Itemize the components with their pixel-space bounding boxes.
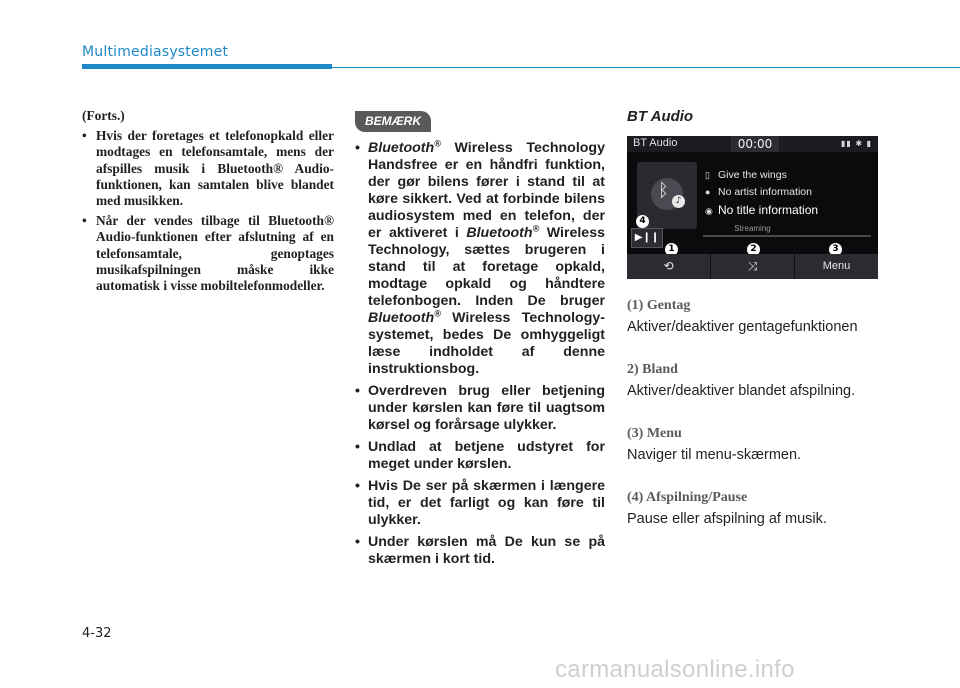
progress-bar (703, 235, 871, 237)
header-accent-bar (82, 64, 332, 69)
bt-audio-column (627, 108, 887, 527)
bt-audio-heading: BT Audio (627, 108, 694, 125)
list-item: • Bluetooth® Wireless Technology Handsfree er en håndfri funktion, der gør bilens fører i stand til at køre sikkert. Ved at forbinde bilens audiosystem med en telefon, der er aktiveret i Bluetooth® Wireless Technology, sættes brugeren i stand til at foretage opkald, modtage opkald og håndtere telefonbogen. Inden De bruger Bluetooth® Wireless Technology-systemet, bedes De omhyggeligt læse indholdet af denne instruktionsbog. (355, 138, 605, 377)
bluetooth-glyph: ᛒ (658, 180, 669, 201)
continued-label: (Forts.) (82, 108, 125, 123)
callout-1: 1 (665, 243, 678, 256)
section-title: Multimediasystemet (82, 44, 229, 60)
header-rule (332, 67, 960, 68)
repeat-icon: ⟲ (663, 259, 674, 273)
screen-status-bar (627, 136, 878, 152)
shuffle-button[interactable] (711, 254, 795, 279)
callout-4: 4 (636, 215, 649, 228)
list-item: • Overdreven brug eller betjening under kørslen kan føre til uagtsom kørsel og forårsage ulykker. (355, 383, 605, 433)
person-icon: ● (705, 187, 711, 197)
title-row: ◉ No title information (705, 203, 819, 217)
callout-2: 2 (747, 243, 760, 256)
list-item: • Under kørslen må De kun se på skærmen i kort tid. (355, 534, 605, 567)
list-item: • Hvis der foretages et telefonopkald eller modtages en telefonsamtale, mens der afspilles musik i Bluetooth® Audio-funktionen, kan samtalen blive blandet med musikken. (82, 128, 334, 209)
status-icons: ▮▮ ✱ ▮ (841, 139, 872, 148)
list-item: • Undlad at betjene udstyret for meget under kørslen. (355, 439, 605, 472)
phone-icon: ▯ (705, 170, 710, 180)
artist-row: ● No artist information (705, 186, 812, 198)
note-column (355, 140, 605, 573)
feature-play-pause: (4) Afspilning/Pause Pause eller afspilning af musik. (627, 490, 827, 527)
play-pause-button[interactable] (631, 228, 663, 248)
streaming-label: Streaming (734, 224, 771, 233)
shuffle-icon: ⤨ (747, 259, 758, 273)
menu-button[interactable]: Menu (822, 260, 851, 272)
feature-repeat: (1) Gentag Aktiver/deaktiver gentagefunktionen (627, 298, 858, 335)
music-note-icon: ♪ (672, 195, 685, 208)
watermark: carmanualsonline.info (555, 656, 795, 683)
screen-button-bar (627, 254, 878, 279)
callout-3: 3 (829, 243, 842, 256)
feature-menu: (3) Menu Naviger til menu-skærmen. (627, 426, 802, 463)
repeat-button[interactable] (627, 254, 711, 279)
list-item: • Når der vendes tilbage til Bluetooth® Audio-funktionen efter afslutning af en telefonsamtale, genoptages musikafspilningen måske ikke automatisk i visse mobiltelefonmodeller. (82, 213, 334, 294)
screen-time: 00:00 (731, 136, 779, 152)
song-row: ▯ Give the wings (705, 169, 787, 181)
feature-shuffle: 2) Bland Aktiver/deaktiver blandet afspilning. (627, 362, 856, 399)
screen-mode-name: BT Audio (633, 137, 678, 149)
bt-audio-screenshot (627, 136, 878, 279)
list-item: • Hvis De ser på skærmen i længere tid, er det farligt og kan føre til ulykker. (355, 478, 605, 528)
page-number: 4-32 (82, 626, 112, 641)
play-pause-icon: ▶❙❙ (634, 232, 660, 243)
note-badge: BEMÆRK (355, 111, 431, 132)
left-column (82, 108, 334, 298)
disc-icon: ◉ (705, 206, 713, 216)
